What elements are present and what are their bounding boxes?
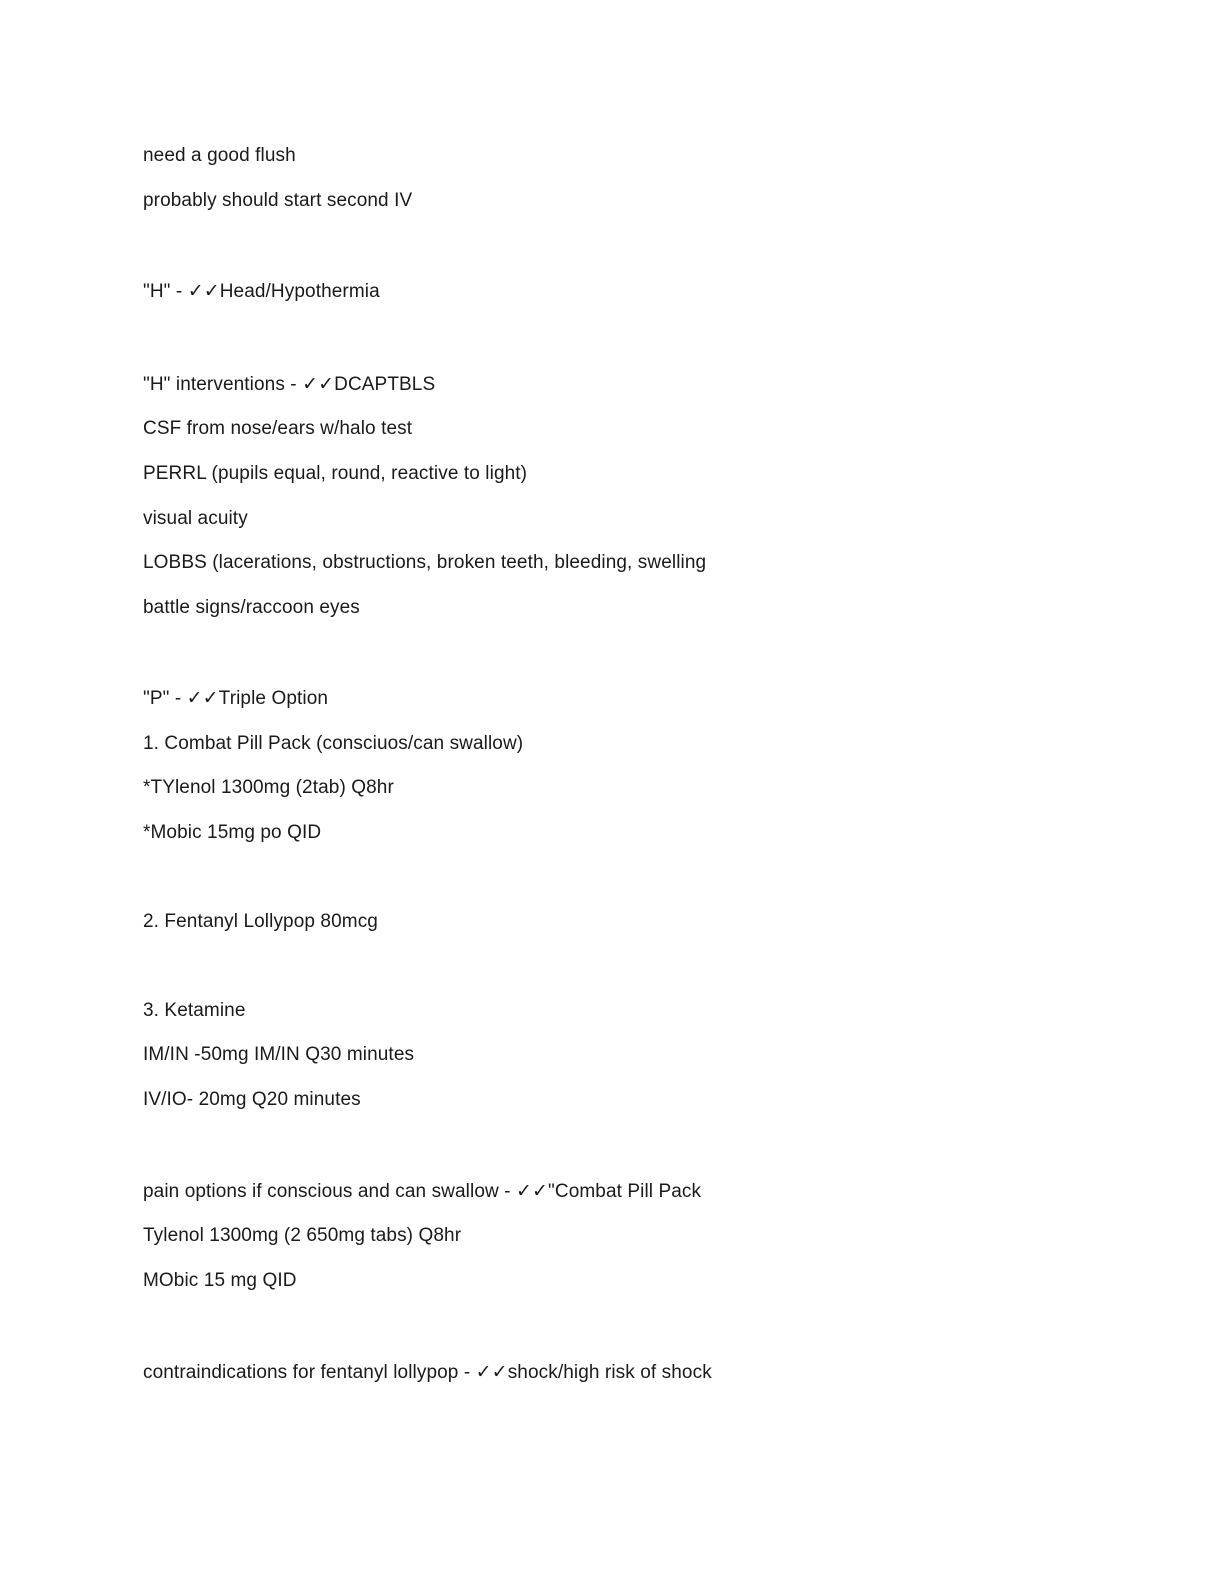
text-line: 1. Combat Pill Pack (consciuos/can swallow) [143,733,524,754]
text-line: battle signs/raccoon eyes [143,597,360,618]
text-line: LOBBS (lacerations, obstructions, broken teeth, bleeding, swelling [143,552,707,573]
text-line: *Mobic 15mg po QID [143,822,322,843]
text-line: visual acuity [143,508,248,529]
text-line: contraindications for fentanyl lollypop - ✓✓shock/high risk of shock [143,1362,712,1383]
text-line: IM/IN -50mg IM/IN Q30 minutes [143,1044,415,1065]
text-line: "H" - ✓✓Head/Hypothermia [143,281,380,302]
text-line: "P" - ✓✓Triple Option [143,688,329,709]
text-line: "H" interventions - ✓✓DCAPTBLS [143,374,436,395]
text-line: Tylenol 1300mg (2 650mg tabs) Q8hr [143,1225,462,1246]
text-line: need a good flush [143,145,296,166]
text-line: 2. Fentanyl Lollypop 80mcg [143,911,378,932]
text-line: PERRL (pupils equal, round, reactive to light) [143,463,528,484]
text-line: CSF from nose/ears w/halo test [143,418,413,439]
text-line: IV/IO- 20mg Q20 minutes [143,1089,361,1110]
text-line: pain options if conscious and can swallow - ✓✓"Combat Pill Pack [143,1181,702,1202]
text-line: probably should start second IV [143,190,413,211]
text-line: 3. Ketamine [143,1000,246,1021]
text-line: MObic 15 mg QID [143,1270,297,1291]
text-line: *TYlenol 1300mg (2tab) Q8hr [143,777,394,798]
